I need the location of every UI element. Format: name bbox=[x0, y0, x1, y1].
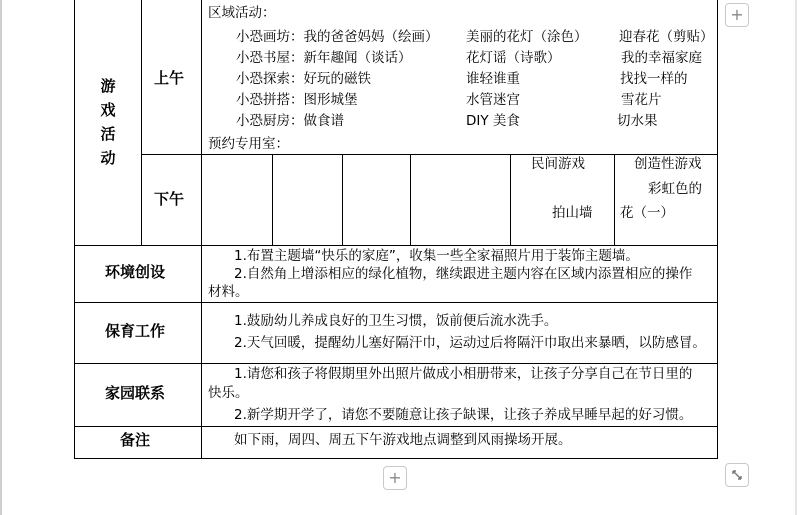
folk-game-label: 民间游戏 bbox=[531, 156, 585, 172]
care-label: 保育工作 bbox=[105, 322, 166, 340]
creative-game-label: 创造性游戏 bbox=[634, 156, 702, 172]
add-row-button[interactable] bbox=[383, 466, 407, 490]
table-divider bbox=[74, 426, 717, 427]
creative-game-name: 花（一） bbox=[620, 205, 674, 221]
reservation-room-label: 预约专用室： bbox=[208, 136, 289, 152]
home-contact-item: 2.新学期开学了，请您不要随意让孩子缺课，让孩子养成早睡早起的好习惯。 bbox=[234, 407, 693, 423]
region-title: 区域活动： bbox=[208, 5, 276, 21]
region-name: 小恐厨房：做食谱 bbox=[236, 113, 344, 129]
region-activity: 雪花片 bbox=[621, 92, 662, 108]
region-name: 小恐拼搭：图形城堡 bbox=[236, 92, 358, 108]
afternoon-label: 下午 bbox=[154, 190, 185, 208]
table-divider bbox=[614, 154, 615, 245]
creative-game-name: 彩虹色的 bbox=[648, 181, 702, 197]
table-divider bbox=[272, 154, 273, 245]
region-activity: 花灯谣（诗歌） bbox=[466, 50, 561, 66]
notes-label: 备注 bbox=[120, 431, 151, 449]
region-activity: 谁轻谁重 bbox=[466, 71, 520, 87]
environment-label: 环境创设 bbox=[105, 263, 166, 281]
region-activity: 我的幸福家庭 bbox=[621, 50, 702, 66]
table-resize-button[interactable] bbox=[725, 463, 749, 487]
region-activity: 美丽的花灯（涂色） bbox=[466, 29, 588, 45]
region-activity: 找找一样的 bbox=[620, 71, 688, 87]
notes-text: 如下雨，周四、周五下午游戏地点调整到风雨操场开展。 bbox=[234, 432, 572, 448]
region-activity: 水管迷宫 bbox=[466, 92, 520, 108]
region-activity: 迎春花（剪贴） bbox=[619, 29, 714, 45]
region-name: 小恐探索：好玩的磁铁 bbox=[236, 71, 371, 87]
add-column-button[interactable] bbox=[725, 3, 749, 27]
care-item: 1.鼓励幼儿养成良好的卫生习惯，饭前便后流水洗手。 bbox=[234, 313, 558, 329]
schedule-table bbox=[74, 0, 718, 459]
page-left-border bbox=[0, 0, 2, 515]
care-item: 2.天气回暖，提醒幼儿塞好隔汗巾，运动过后将隔汗巾取出来暴晒，以防感冒。 bbox=[234, 335, 706, 351]
morning-label: 上午 bbox=[154, 69, 185, 87]
home-contact-label: 家园联系 bbox=[105, 384, 166, 402]
plus-icon: + bbox=[388, 468, 402, 487]
region-activity: 切水果 bbox=[617, 113, 658, 129]
table-divider bbox=[410, 154, 411, 245]
table-divider bbox=[74, 302, 717, 303]
environment-item: 2.自然角上增添相应的绿化植物，继续跟进主题内容在区域内添置相应的操作 bbox=[234, 266, 693, 282]
game-section-label: 游戏活动 bbox=[100, 77, 116, 167]
table-divider bbox=[201, 0, 202, 458]
region-name: 小恐画坊：我的爸爸妈妈（绘画） bbox=[236, 29, 439, 45]
region-name: 小恐书屋：新年趣闻（谈话） bbox=[236, 50, 412, 66]
environment-item: 1.布置主题墙“快乐的家庭”，收集一些全家福照片用于装饰主题墙。 bbox=[234, 248, 639, 264]
table-divider bbox=[141, 154, 717, 155]
resize-handle-icon bbox=[731, 469, 743, 481]
home-contact-item: 1.请您和孩子将假期里外出照片做成小相册带来，让孩子分享自己在节日里的 bbox=[234, 366, 693, 382]
table-divider bbox=[141, 0, 142, 245]
plus-icon: + bbox=[730, 5, 744, 24]
environment-item: 材料。 bbox=[208, 284, 249, 300]
region-activity: DIY 美食 bbox=[466, 113, 520, 129]
folk-game-name: 拍山墙 bbox=[552, 205, 593, 221]
table-divider bbox=[510, 154, 511, 245]
home-contact-item: 快乐。 bbox=[208, 385, 249, 401]
table-divider bbox=[342, 154, 343, 245]
table-left-border bbox=[74, 0, 75, 458]
